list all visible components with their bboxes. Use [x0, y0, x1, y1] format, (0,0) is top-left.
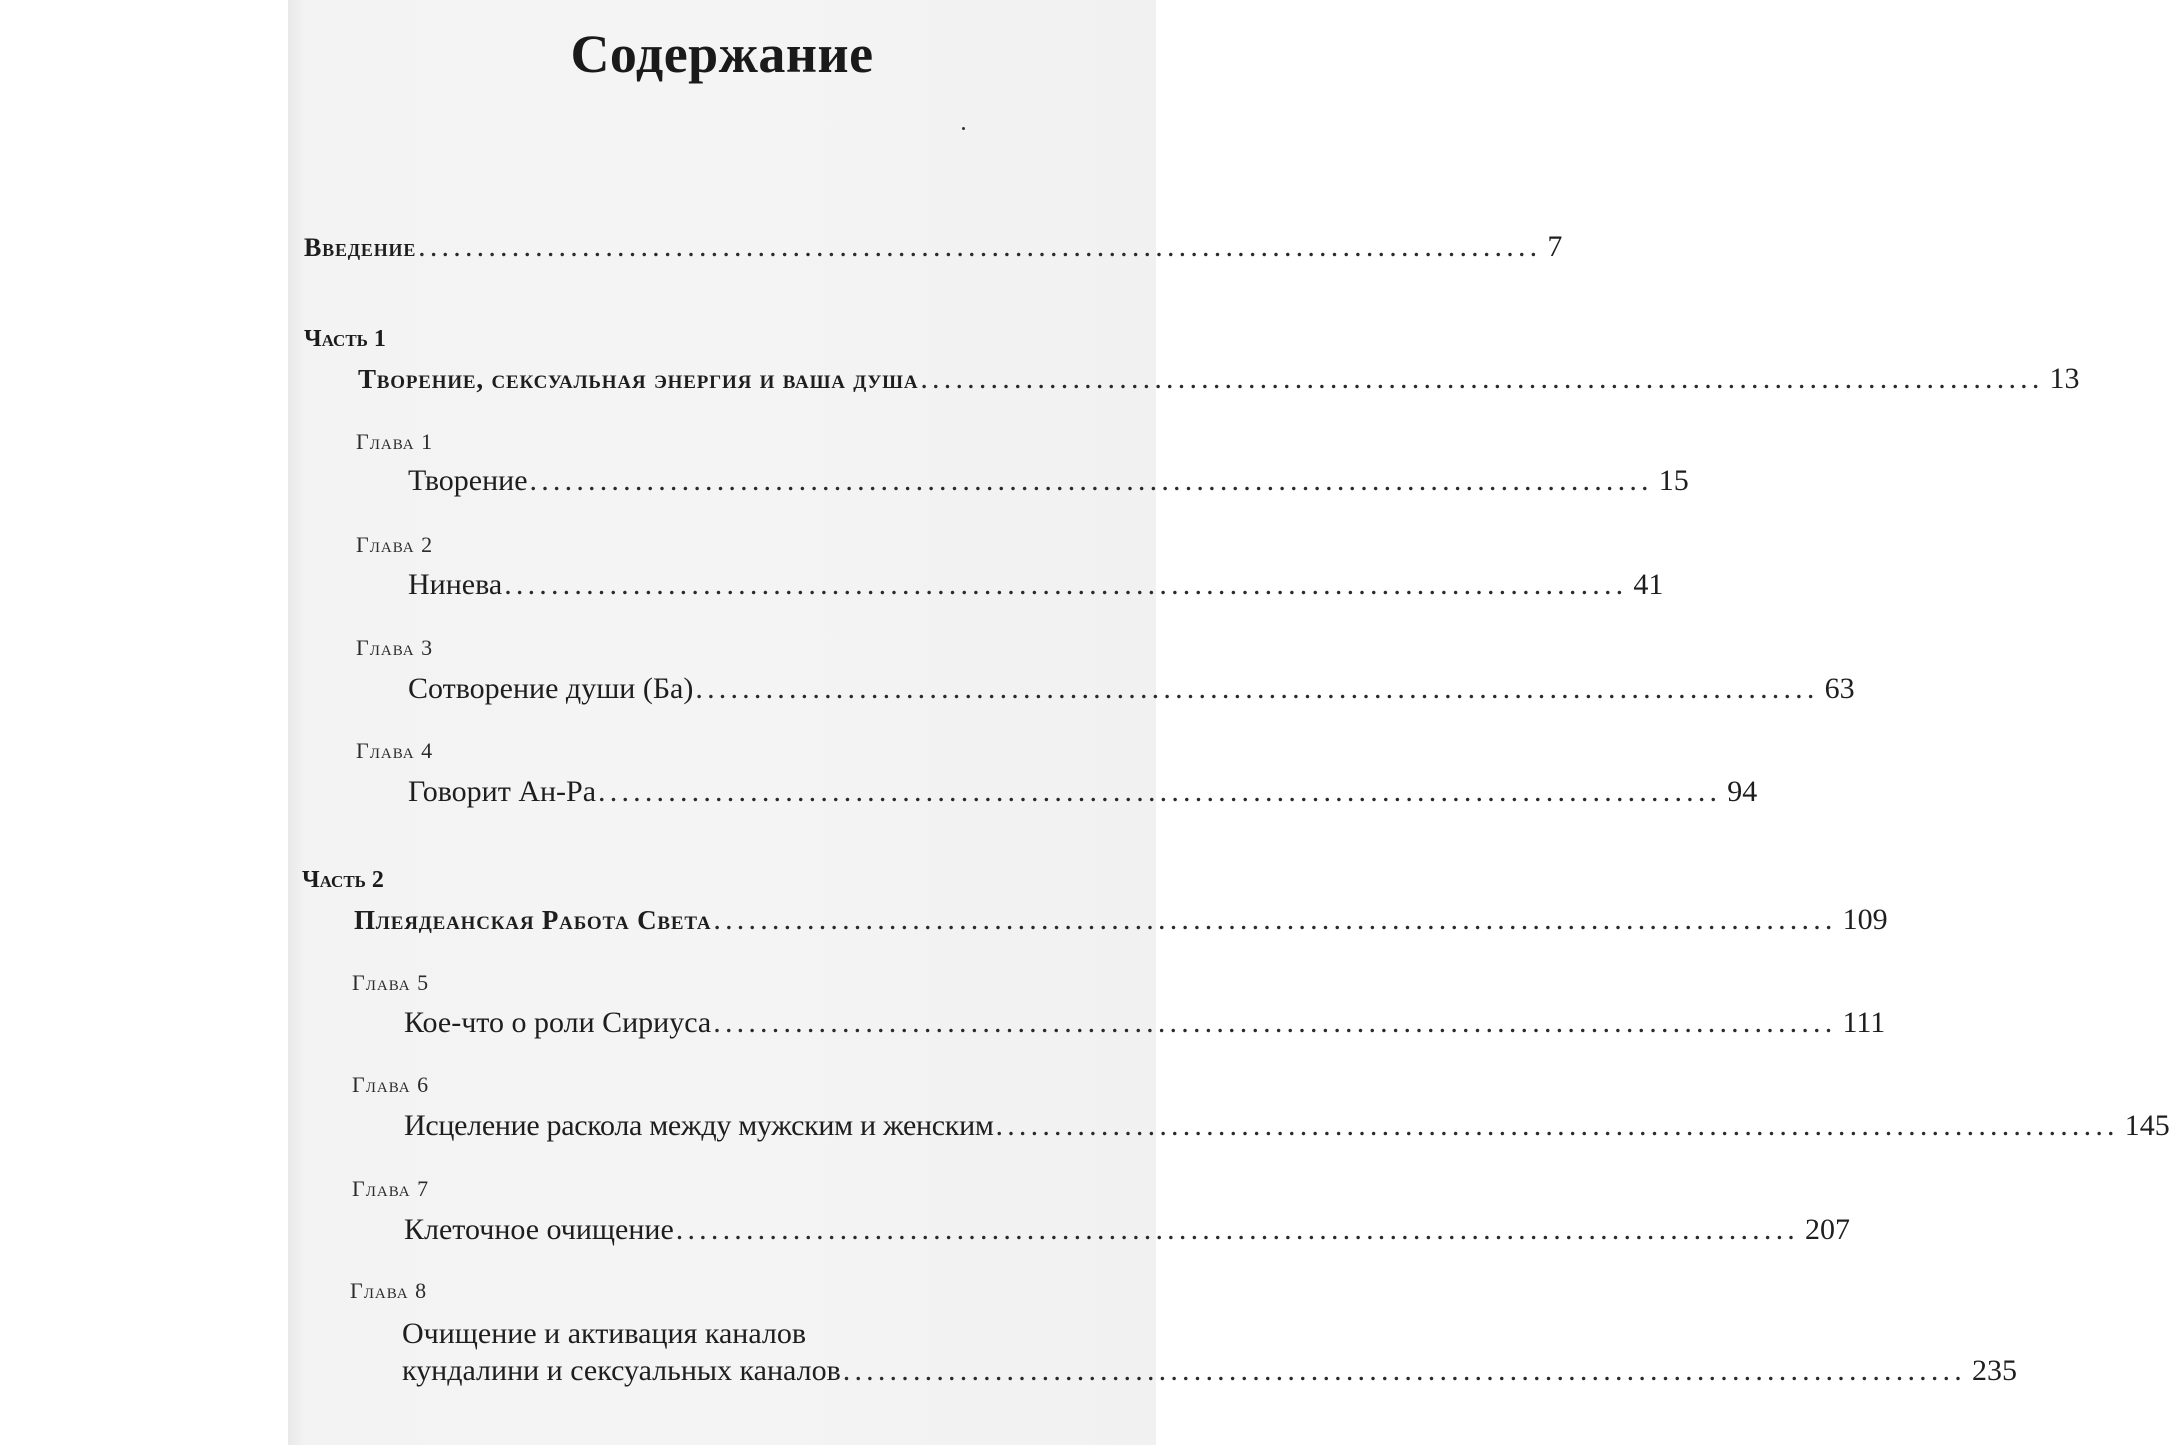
toc-page-number: 15 [1658, 464, 1689, 497]
toc-entry-label: Творение [408, 464, 528, 497]
toc-entry-label: Сотворение души (Ба) [408, 672, 694, 705]
chapter-heading: Глава 5 [352, 970, 430, 995]
toc-entry-chapter-4[interactable] [408, 774, 1758, 810]
chapter-heading: Глава 3 [356, 635, 434, 660]
toc-entry-label: Введение [304, 233, 417, 262]
toc-leader-dots: ................................................................................................ [529, 464, 1653, 497]
toc-leader-dots: ................................................................................................ [920, 362, 2044, 395]
toc-page-number: 63 [1824, 672, 1855, 705]
toc-entry-label: Кое-что о роли Сириуса [404, 1006, 712, 1039]
toc-entry-intro[interactable] [304, 229, 1563, 266]
chapter-heading: Глава 1 [356, 429, 434, 454]
toc-page-number: 13 [2049, 362, 2080, 395]
toc-entry-label: Говорит Ан-Ра [408, 775, 597, 808]
toc-entry-chapter-6[interactable] [404, 1108, 2170, 1144]
toc-entry-label: Очищение и активация каналов [402, 1317, 807, 1350]
book-page [288, 0, 2170, 1445]
toc-page-number: 41 [1633, 568, 1664, 601]
toc-page-number: 145 [2124, 1109, 2170, 1142]
toc-entry-chapter-2[interactable] [408, 567, 1664, 603]
toc-leader-dots: ................................................................................................ [713, 903, 1837, 936]
toc-page-number: 94 [1727, 775, 1758, 808]
toc-entry-label: Клеточное очищение [404, 1213, 674, 1246]
chapter-heading: Глава 4 [356, 738, 434, 763]
toc-page-number: 111 [1842, 1006, 1886, 1039]
toc-entry-label: Исцеление раскола между мужским и женским [404, 1109, 994, 1142]
chapter-heading: Глава 8 [350, 1278, 428, 1303]
toc-leader-dots: ................................................................................................ [504, 568, 1628, 601]
toc-entry-label: Творение, сексуальная энергия и ваша душа [358, 364, 919, 394]
chapter-heading: Глава 7 [352, 1176, 430, 1201]
toc-entry-chapter-5[interactable] [404, 1005, 1886, 1041]
toc-page-number: 7 [1547, 230, 1563, 263]
toc-entry-chapter-8-line1[interactable] [402, 1316, 1126, 1352]
chapter-heading: Глава 6 [352, 1072, 430, 1097]
toc-leader-dots: ................................................................................................ [418, 230, 1542, 263]
speck-mark [962, 127, 965, 130]
toc-leader-dots: ................................................................................................ [695, 672, 1819, 705]
toc-leader-dots: ................................................................................................ [598, 775, 1722, 808]
toc-leader-dots: ................................................................................................ [675, 1213, 1799, 1246]
toc-entry-chapter-1[interactable] [408, 463, 1689, 499]
toc-entry-label: Нинева [408, 568, 503, 601]
toc-entry-chapter-7[interactable] [404, 1212, 1850, 1248]
toc-entry-label: кундалини и сексуальных каналов [402, 1354, 841, 1387]
toc-entry-part1[interactable] [358, 361, 2080, 397]
toc-leader-dots: ................................................................................................ [713, 1006, 1837, 1039]
toc-entry-label: Плеядеанская Работа Света [354, 905, 712, 935]
part-heading: Часть 2 [302, 867, 384, 893]
toc-entry-part2[interactable] [354, 902, 1888, 938]
toc-leader-dots: ................................................................................................ [842, 1354, 1966, 1387]
toc-leader-dots: ................................................................................................ [995, 1109, 2119, 1142]
toc-entry-chapter-8[interactable] [402, 1353, 2017, 1389]
chapter-heading: Глава 2 [356, 532, 434, 557]
page-title: Содержание [570, 24, 874, 84]
toc-page-number: 207 [1804, 1213, 1850, 1246]
part-heading: Часть 1 [304, 326, 386, 352]
toc-entry-chapter-3[interactable] [408, 671, 1855, 707]
toc-page-number: 109 [1842, 903, 1888, 936]
toc-page-number: 235 [1971, 1354, 2017, 1387]
